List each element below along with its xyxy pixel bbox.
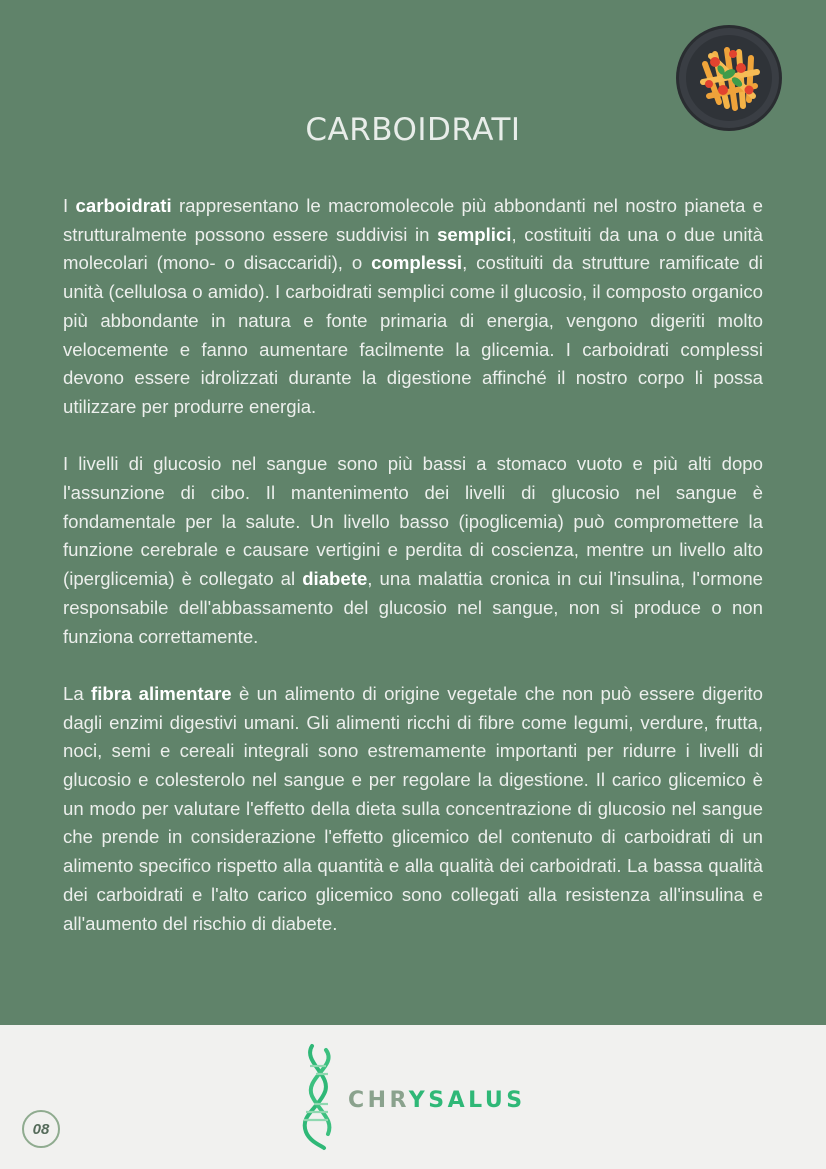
bold-term: carboidrati: [75, 195, 172, 216]
brand-logo-text: [348, 1088, 526, 1113]
paragraph-dietary-fiber: [63, 680, 763, 938]
page-title: CARBOIDRATI: [305, 112, 521, 148]
paragraph-glucose-levels: [63, 450, 763, 651]
logo-text-part2: Y: [408, 1088, 429, 1113]
bold-term: complessi: [371, 252, 463, 274]
text-run: rappresentano le macromolecole più abbondanti nel nostro pianeta e strutturalmente possono essere suddivisi in: [63, 195, 763, 245]
text-run: , costituiti da strutture ramificate di unità (cellulosa o amido). I carboidrati semplici come il glucosio, il composto organico più abbondante in natura e fonte primaria di energia, vengono digeriti molto velocemente e fanno aumentare facilmente la glicemia. I carboidrati complessi devono essere idrolizzati durante la digestione affinché il nostro corpo li possa utilizzare per produrre energia.: [63, 252, 763, 417]
text-run: I livelli di glucosio nel sangue sono più bassi a stomaco vuoto e più alti dopo l'assunzione di cibo. Il mantenimento dei livelli di glucosio nel sangue è fondamentale per la salute. Un livello basso (ipoglicemia) può compromettere la funzione cerebrale e causare vertigini e perdita di coscienza, mentre un livello alto (iperglicemia) è collegato al: [63, 453, 763, 590]
text-run: è un alimento di origine vegetale che non può essere digerito dagli enzimi digestivi umani. Gli alimenti ricchi di fibre come legumi, verdure, frutta, noci, semi e cereali integrali sono estremamente importanti per ridurre i livelli di glucosio e colesterolo nel sangue e per regolare la digestione. Il carico glicemico è un modo per valutare l'effetto della dieta sulla concentrazione di glucosio nel sangue che prende in considerazione l'effetto glicemico del contenuto di carboidrati di un alimento specifico rispetto alla quantità e alla qualità dei carboidrati. La bassa qualità dei carboidrati e l'alto carico glicemico sono collegati alla resistenza all'insulina e all'aumento del rischio di diabete.: [63, 682, 763, 934]
bold-term: semplici: [437, 223, 512, 245]
bold-term: fibra alimentare: [91, 682, 232, 704]
text-run: I: [63, 195, 76, 216]
logo-text-part3: SALUS: [428, 1088, 526, 1113]
bold-term: diabete: [302, 568, 368, 590]
text-run: La: [63, 682, 92, 704]
paragraph-carbohydrates: [63, 192, 763, 422]
page-number: 08: [22, 1110, 60, 1148]
text-run: , costituiti da una o due unità molecolari (mono- o disaccaridi), o: [63, 223, 763, 274]
body-text: [63, 192, 763, 967]
logo-text-part1: CHR: [348, 1088, 409, 1113]
text-run: , una malattia cronica in cui l'insulina, l'ormone responsabile dell'abbassamento del glucosio nel sangue, non si produce o non funziona correttamente.: [63, 568, 764, 647]
